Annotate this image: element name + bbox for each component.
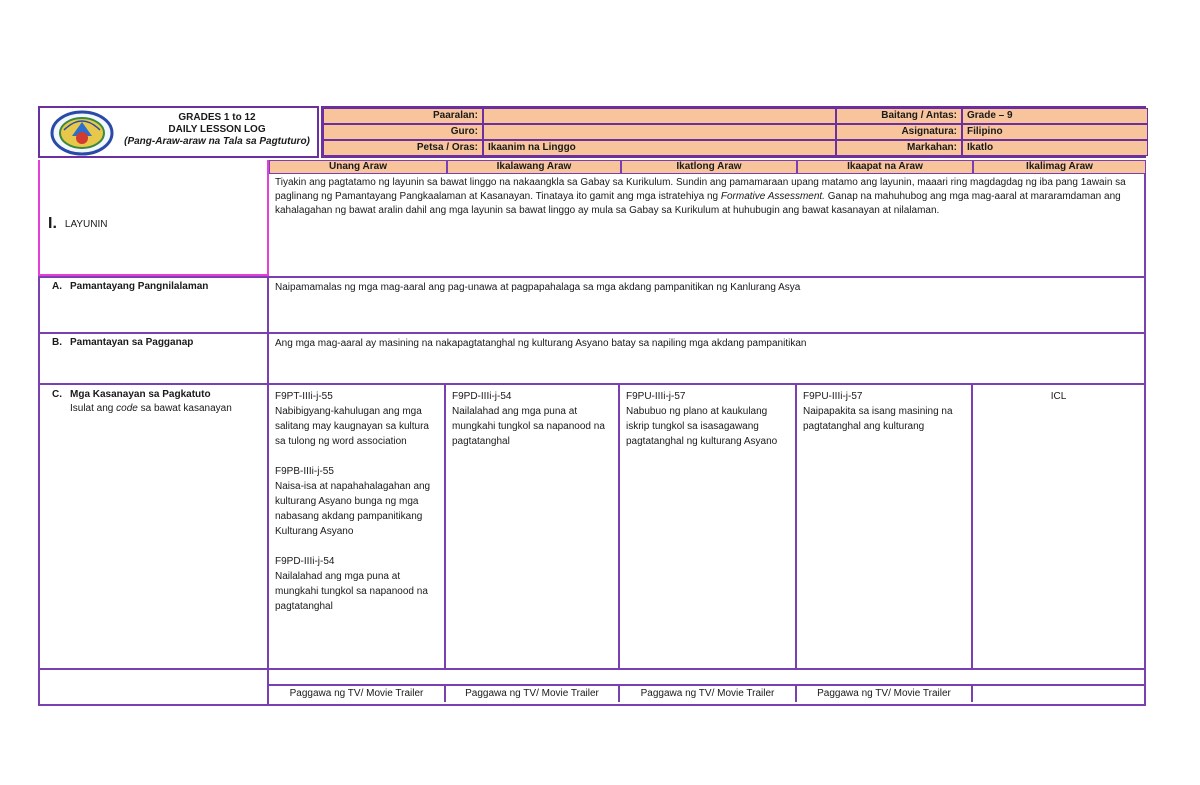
- competency-code: F9PU-IIIi-j-57: [803, 391, 863, 402]
- layunin-text-cell[interactable]: [269, 174, 1146, 276]
- nilalaman-label-cell: [38, 670, 269, 704]
- kasanayan-sub-italic: code: [116, 403, 138, 414]
- nilalaman-day-4[interactable]: Paggawa ng TV/ Movie Trailer: [797, 686, 973, 702]
- school-label: Paaralan:: [323, 108, 483, 124]
- title-cell: [38, 106, 319, 158]
- date-label: Petsa / Oras:: [323, 140, 483, 156]
- date-value[interactable]: Ikaanim na Linggo: [483, 140, 836, 156]
- title-line-2: DAILY LESSON LOG: [168, 124, 266, 135]
- title-line-3: (Pang-Araw-araw na Tala sa Pagtuturo): [124, 136, 310, 147]
- kasanayan-label: Mga Kasanayan sa Pagkatuto: [70, 389, 211, 400]
- pagganap-letter: B.: [52, 337, 62, 348]
- day-header-row: [38, 160, 1146, 174]
- pangnilalaman-row: [38, 278, 1146, 334]
- competency-text: Naipapakita sa isang masining na pagtatanghal ang kulturang: [803, 406, 953, 432]
- kasanayan-sublabel: [52, 402, 267, 416]
- quarter-value[interactable]: Ikatlo: [962, 140, 1148, 156]
- pagganap-label: Pamantayan sa Pagganap: [70, 337, 194, 348]
- pagganap-row: [38, 334, 1146, 385]
- competency-text: Naisa-isa at napahahalagahan ang kulturang Asyano bunga ng mga nabasang akdang pampanitikang Kulturang Asyano: [275, 481, 431, 537]
- teacher-label: Guro:: [323, 124, 483, 140]
- day-header-1: Unang Araw: [269, 160, 447, 174]
- grade-value[interactable]: Grade – 9: [962, 108, 1148, 124]
- lesson-log-sheet: [38, 106, 1146, 706]
- grade-label: Baitang / Antas:: [836, 108, 962, 124]
- competency-text: Nailalahad ang mga puna at mungkahi tungkol sa napanood na pagtatanghal: [452, 406, 605, 447]
- subject-value[interactable]: Filipino: [962, 124, 1148, 140]
- day-header-3: Ikatlong Araw: [621, 160, 797, 174]
- pagganap-text[interactable]: Ang mga mag-aaral ay masining na nakapagtatanghal ng kulturang Asyano batay sa napiling mga akdang pampanitikan: [269, 334, 1146, 383]
- nilalaman-day-2[interactable]: Paggawa ng TV/ Movie Trailer: [446, 686, 620, 702]
- title-line-1: GRADES 1 to 12: [178, 112, 256, 123]
- layunin-label: LAYUNIN: [64, 218, 108, 230]
- nilalaman-day-3[interactable]: Paggawa ng TV/ Movie Trailer: [620, 686, 797, 702]
- layunin-text-a: Tiyakin ang pagtatamo ng layunin sa bawat linggo na nakaangkla sa Gabay sa Kurikulum. Sundin ang pamamaraan upang matamo ang layunin, maaari ring magdagdag ng iba pang 1awain sa paglinang ng Pamantayang Pangkaalaman at Kasanayan. Tinataya ito gamit ang mga istratehiya ng: [275, 177, 1126, 202]
- day-header-blank: [38, 160, 269, 174]
- day-header-4: Ikaapat na Araw: [797, 160, 973, 174]
- nilalaman-cells: [269, 670, 1146, 704]
- competency-text: Nailalahad ang mga puna at mungkahi tungkol sa napanood na pagtatanghal: [275, 571, 428, 612]
- nilalaman-day-1[interactable]: Paggawa ng TV/ Movie Trailer: [269, 686, 446, 702]
- layunin-label-cell: [38, 174, 269, 276]
- competency-code: F9PB-IIIi-j-55: [275, 466, 334, 477]
- kasanayan-day-3[interactable]: [620, 385, 797, 668]
- competency-code: F9PD-IIIi-j-54: [452, 391, 512, 402]
- pangnilalaman-label: Pamantayang Pangnilalaman: [70, 281, 209, 292]
- layunin-roman: I.: [48, 215, 57, 232]
- pangnilalaman-letter: A.: [52, 281, 62, 292]
- kasanayan-letter: C.: [52, 389, 62, 400]
- info-grid: [321, 106, 1146, 158]
- kasanayan-sub-b: sa bawat kasanayan: [137, 403, 232, 414]
- competency-code: F9PU-IIIi-j-57: [626, 391, 686, 402]
- header-block: [38, 106, 1146, 158]
- nilalaman-day-5[interactable]: [973, 686, 1146, 702]
- pangnilalaman-label-cell: [38, 278, 269, 332]
- pagganap-label-cell: [38, 334, 269, 383]
- kasanayan-day-2[interactable]: [446, 385, 620, 668]
- layunin-text-b: Ganap na mahuhubog ang mga mag-aaral at mararamdaman ang kahalagahan ng bawat aralin dahil ang mga layunin sa bawat linggo ay mula sa Gabay sa Kurikulum at huhubugin ang bawat kasanayan at nilalaman.: [275, 191, 1121, 216]
- competency-text: Nabubuo ng plano at kaukulang iskrip tungkol sa isasagawang pagtatanghal ng kulturang Asyano: [626, 406, 778, 447]
- kasanayan-label-cell: [38, 385, 269, 668]
- day-header-5: Ikalimag Araw: [973, 160, 1146, 174]
- teacher-value[interactable]: [483, 124, 836, 140]
- nilalaman-row: [38, 670, 1146, 706]
- subject-label: Asignatura:: [836, 124, 962, 140]
- competency-text: Nabibigyang-kahulugan ang mga salitang may kaugnayan sa kultura sa tulong ng word association: [275, 406, 429, 447]
- document-title: [114, 112, 320, 148]
- layunin-text-italic: Formative Assessment.: [720, 191, 825, 202]
- nilalaman-subrow: [269, 670, 1144, 686]
- kasanayan-day-1[interactable]: [269, 385, 446, 668]
- day-header-2: Ikalawang Araw: [447, 160, 621, 174]
- quarter-label: Markahan:: [836, 140, 962, 156]
- kasanayan-day-4[interactable]: [797, 385, 973, 668]
- competency-code: F9PT-IIIi-j-55: [275, 391, 333, 402]
- kasanayan-row: [38, 385, 1146, 670]
- kasanayan-sub-a: Isulat ang: [70, 403, 117, 414]
- kasanayan-day-5[interactable]: ICL: [973, 385, 1146, 668]
- pangnilalaman-text[interactable]: Naipamamalas ng mga mag-aaral ang pag-unawa at pagpapahalaga sa mga akdang pampanitikan ng Kanlurang Asya: [269, 278, 1146, 332]
- layunin-row: [38, 174, 1146, 278]
- deped-seal-icon: [50, 110, 114, 156]
- school-value[interactable]: [483, 108, 836, 124]
- competency-code: F9PD-IIIi-j-54: [275, 556, 335, 567]
